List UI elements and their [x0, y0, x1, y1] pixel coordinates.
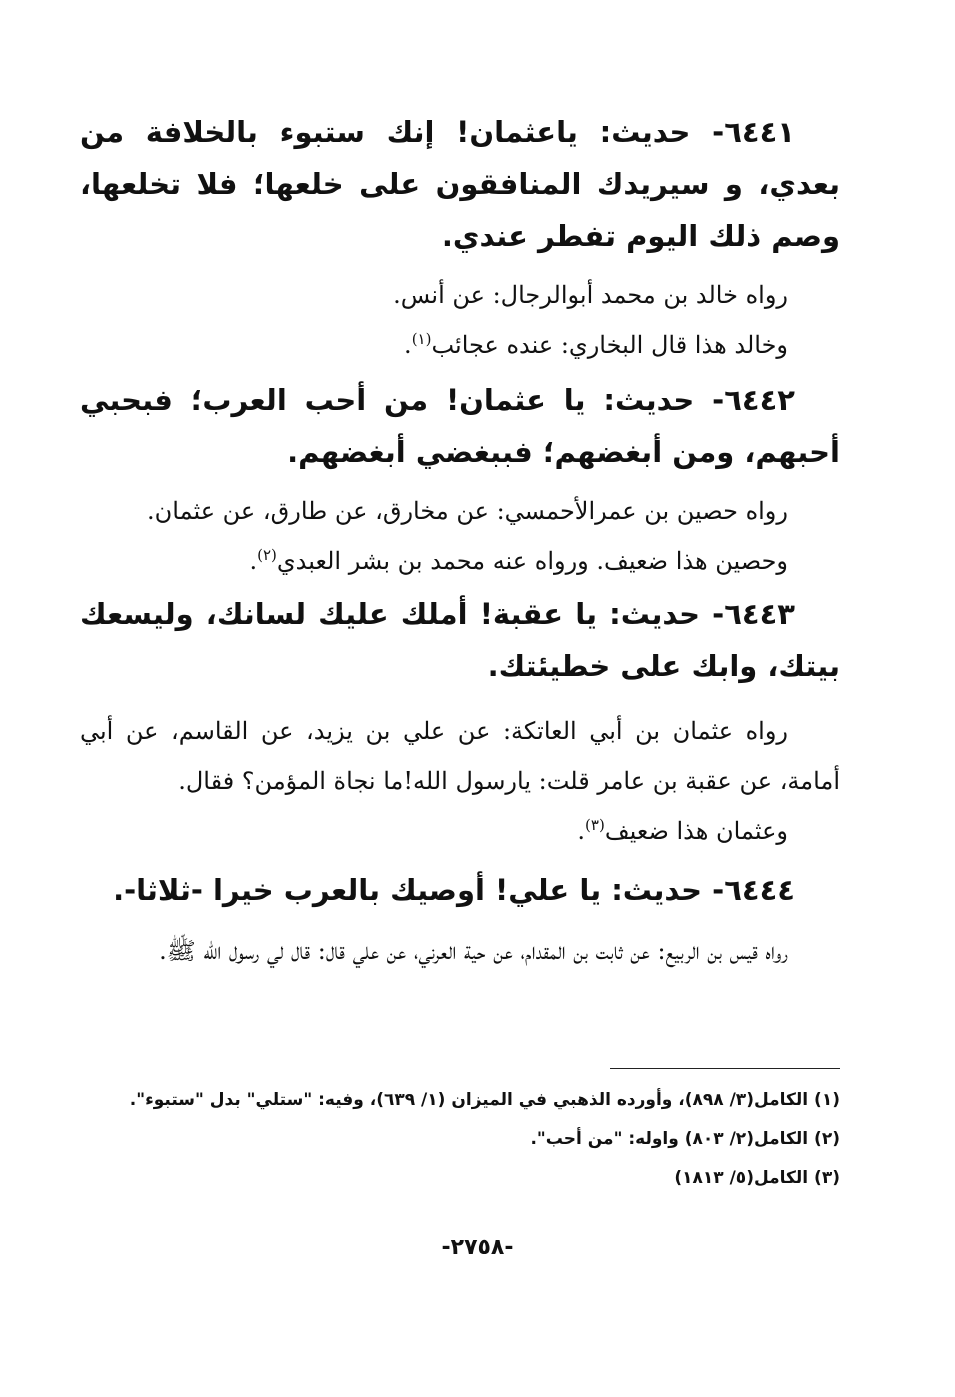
- footnote-3: (٣) الكامل(٥/ ١٨١٣): [674, 1168, 840, 1188]
- hadith-6444: ٦٤٤٤- حديث: يا علي! أوصيك بالعرب خيرا -ثلاثا-.: [113, 873, 795, 907]
- hadith-6441: ٦٤٤١- حديث: ياعثمان! إنك ستبوء بالخلافة من بعدي، و سيريدك المنافقون على خلعها؛ فلا تخلعها، وصم ذلك اليوم تفطر عندي.: [80, 115, 840, 253]
- hadith-6442: ٦٤٤٢- حديث: يا عثمان! من أحب العرب؛ فبحبي أحبهم، ومن أبغضهم؛ فببغضي أبغضهم.: [80, 383, 840, 469]
- end-punct: .: [249, 547, 258, 575]
- end-punct: .: [404, 331, 412, 359]
- narration-6443-1: رواه عثمان بن أبي العاتكة: عن علي بن يزيد، عن القاسم، عن أبي أمامة، عن عقبة بن عامر قلت: يارسول الله!ما نجاة المؤمن؟ فقال.: [80, 717, 840, 795]
- narration-6441-1: رواه خالد بن محمد أبوالرجال: عن أنس.: [393, 281, 788, 309]
- narration-6443-2-text: وعثمان هذا ضعيف: [604, 817, 788, 845]
- footnotes-section: [120, 1068, 840, 1198]
- footnote-ref-2: (٢): [257, 546, 277, 564]
- footnote-divider: [610, 1068, 840, 1069]
- narration-6442-2-text: وحصين هذا ضعيف. ورواه عنه محمد بن بشر العبدي: [276, 547, 788, 575]
- hadith-6443: ٦٤٤٣- حديث: يا عقبة! أملك عليك لسانك، وليسعك بيتك، وابك على خطيئتك.: [80, 597, 840, 683]
- footnote-2: (٢) الكامل(٢/ ٨٠٣) واوله: "من أحب".: [530, 1129, 840, 1149]
- narration-6441-2: [80, 320, 840, 370]
- page-body: [80, 100, 840, 976]
- footnote-ref-3: (٣): [585, 816, 605, 834]
- narration-6444-1: رواه قيس بن الربيع: عن ثابت بن المقدام، عن حية العرني، عن علي قال: قال لي رسول الله ﷺ.: [159, 937, 788, 965]
- narration-6442-2: [80, 536, 840, 586]
- narration-6442-1: رواه حصين بن عمرالأحمسي: عن مخارق، عن طارق، عن عثمان.: [147, 497, 788, 525]
- end-punct: .: [577, 817, 586, 845]
- footnote-1: (١) الكامل(٣/ ٨٩٨)، وأورده الذهبي في الميزان (١/ ٦٣٩)، وفيه: "ستلي" بدل "ستبوء".: [129, 1090, 840, 1110]
- page-number: -٢٧٥٨-: [441, 1235, 514, 1260]
- narration-6443-2: [80, 806, 840, 856]
- narration-6441-2-text: وخالد هذا قال البخاري: عنده عجائب: [431, 331, 788, 359]
- footnote-ref-1: (١): [411, 330, 432, 348]
